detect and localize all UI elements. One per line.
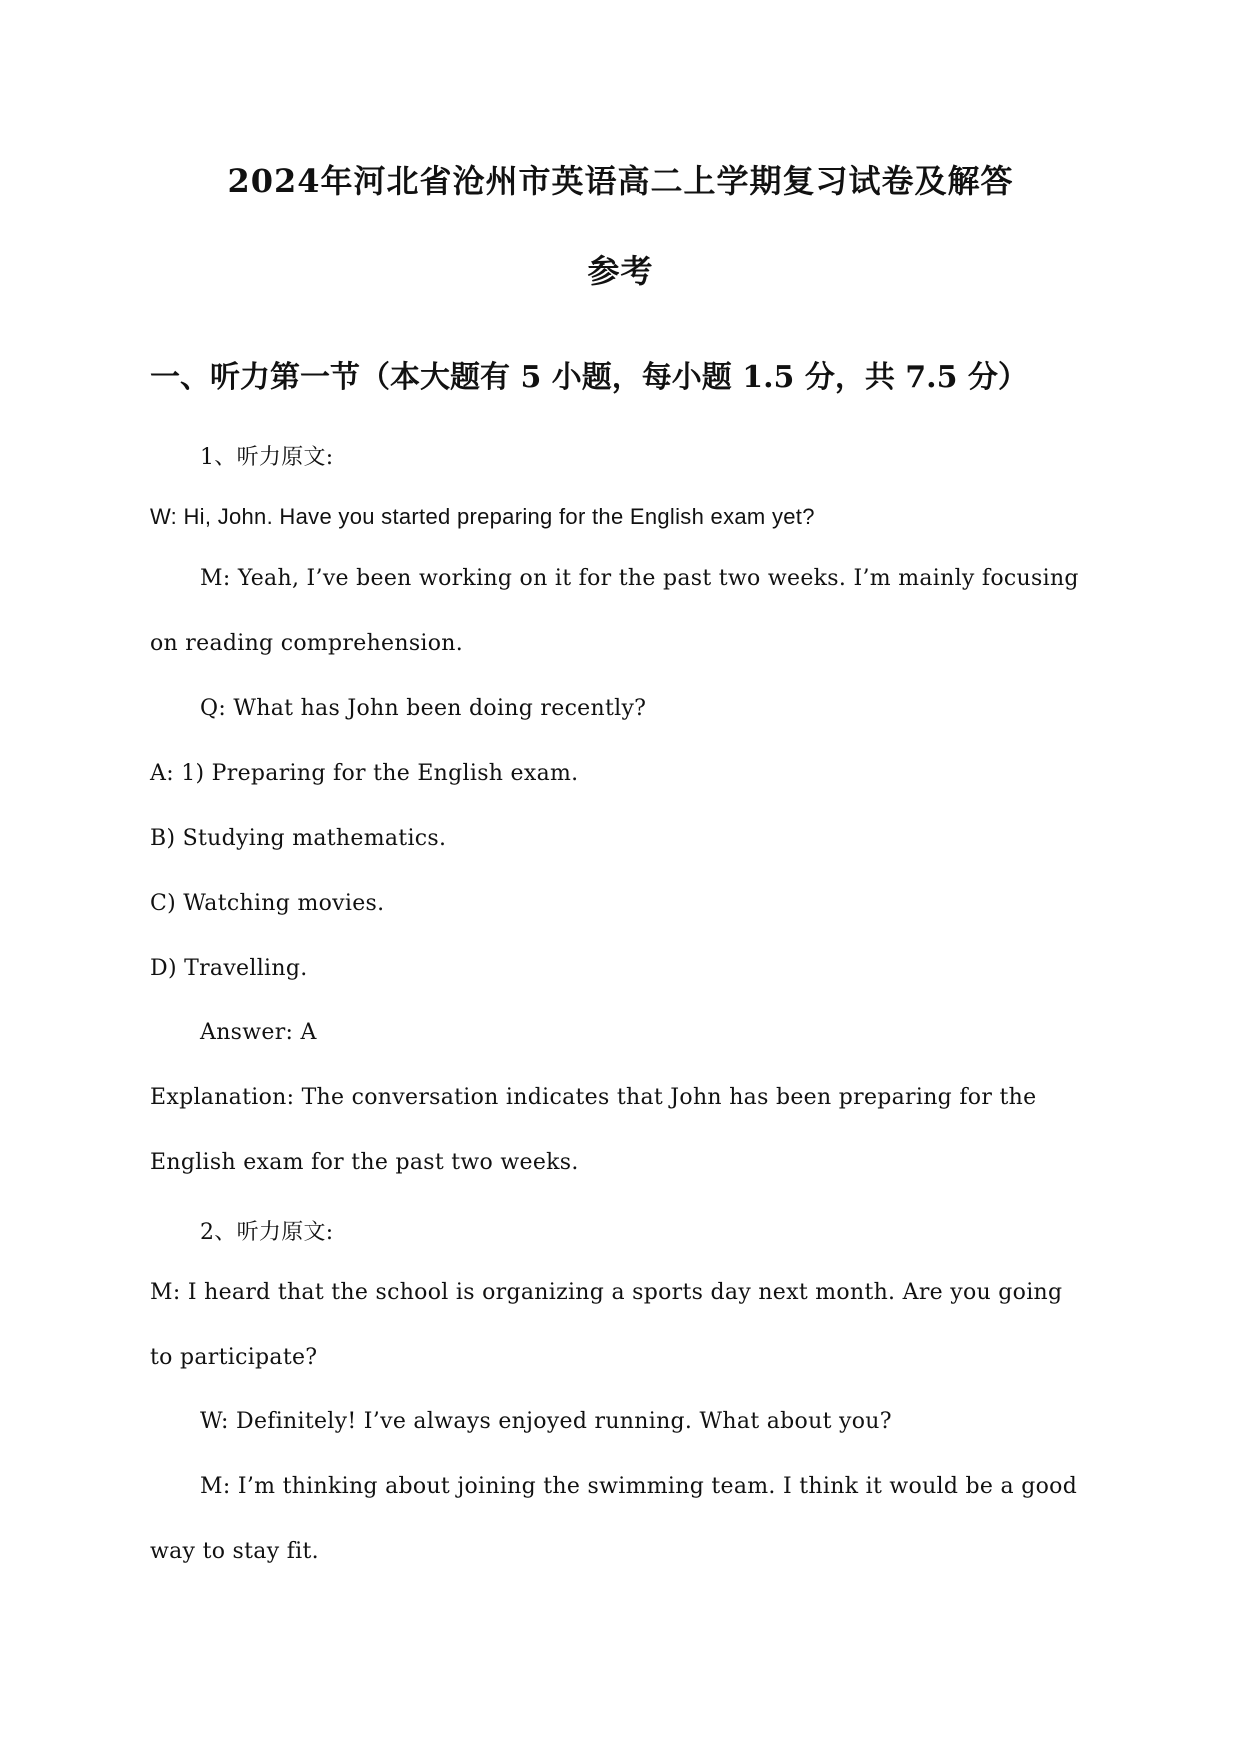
q1-explanation-line-2: English exam for the past two weeks. (150, 1150, 579, 1175)
q1-explanation-line-1: Explanation: The conversation indicates that John has been preparing for the (150, 1085, 1037, 1110)
q2-m-line-4: way to stay fit. (150, 1539, 319, 1564)
q1-option-c: C) Watching movies. (150, 891, 385, 916)
document-title-line-2: 参考 (587, 252, 654, 290)
q2-m-line-3: M: I’m thinking about joining the swimming team. I think it would be a good (200, 1474, 1078, 1499)
section-heading: 一、听力第一节（本大题有 5 小题，每小题 1.5 分，共 7.5 分） (150, 360, 1028, 395)
q2-w-line: W: Definitely! I’ve always enjoyed running. What about you? (200, 1409, 892, 1434)
q1-m-line-1: M: Yeah, I’ve been working on it for the past two weeks. I’m mainly focusing (200, 566, 1079, 591)
q1-w-line: W: Hi, John. Have you started preparing for the English exam yet? (150, 504, 815, 529)
q2-header: 2、听力原文: (200, 1220, 334, 1245)
q1-option-d: D) Travelling. (150, 956, 308, 981)
q1-header: 1、听力原文: (200, 445, 334, 470)
q1-option-b: B) Studying mathematics. (150, 826, 447, 851)
document-title-line-1: 2024年河北省沧州市英语高二上学期复习试卷及解答 (227, 162, 1014, 200)
q2-m-line-2: to participate? (150, 1345, 318, 1370)
q1-m-line-2: on reading comprehension. (150, 631, 464, 656)
q2-m-line-1: M: I heard that the school is organizing a sports day next month. Are you going (150, 1280, 1063, 1305)
q1-question: Q: What has John been doing recently? (200, 696, 647, 721)
q1-answer: Answer: A (200, 1020, 317, 1045)
q1-option-a: A: 1) Preparing for the English exam. (150, 761, 579, 786)
